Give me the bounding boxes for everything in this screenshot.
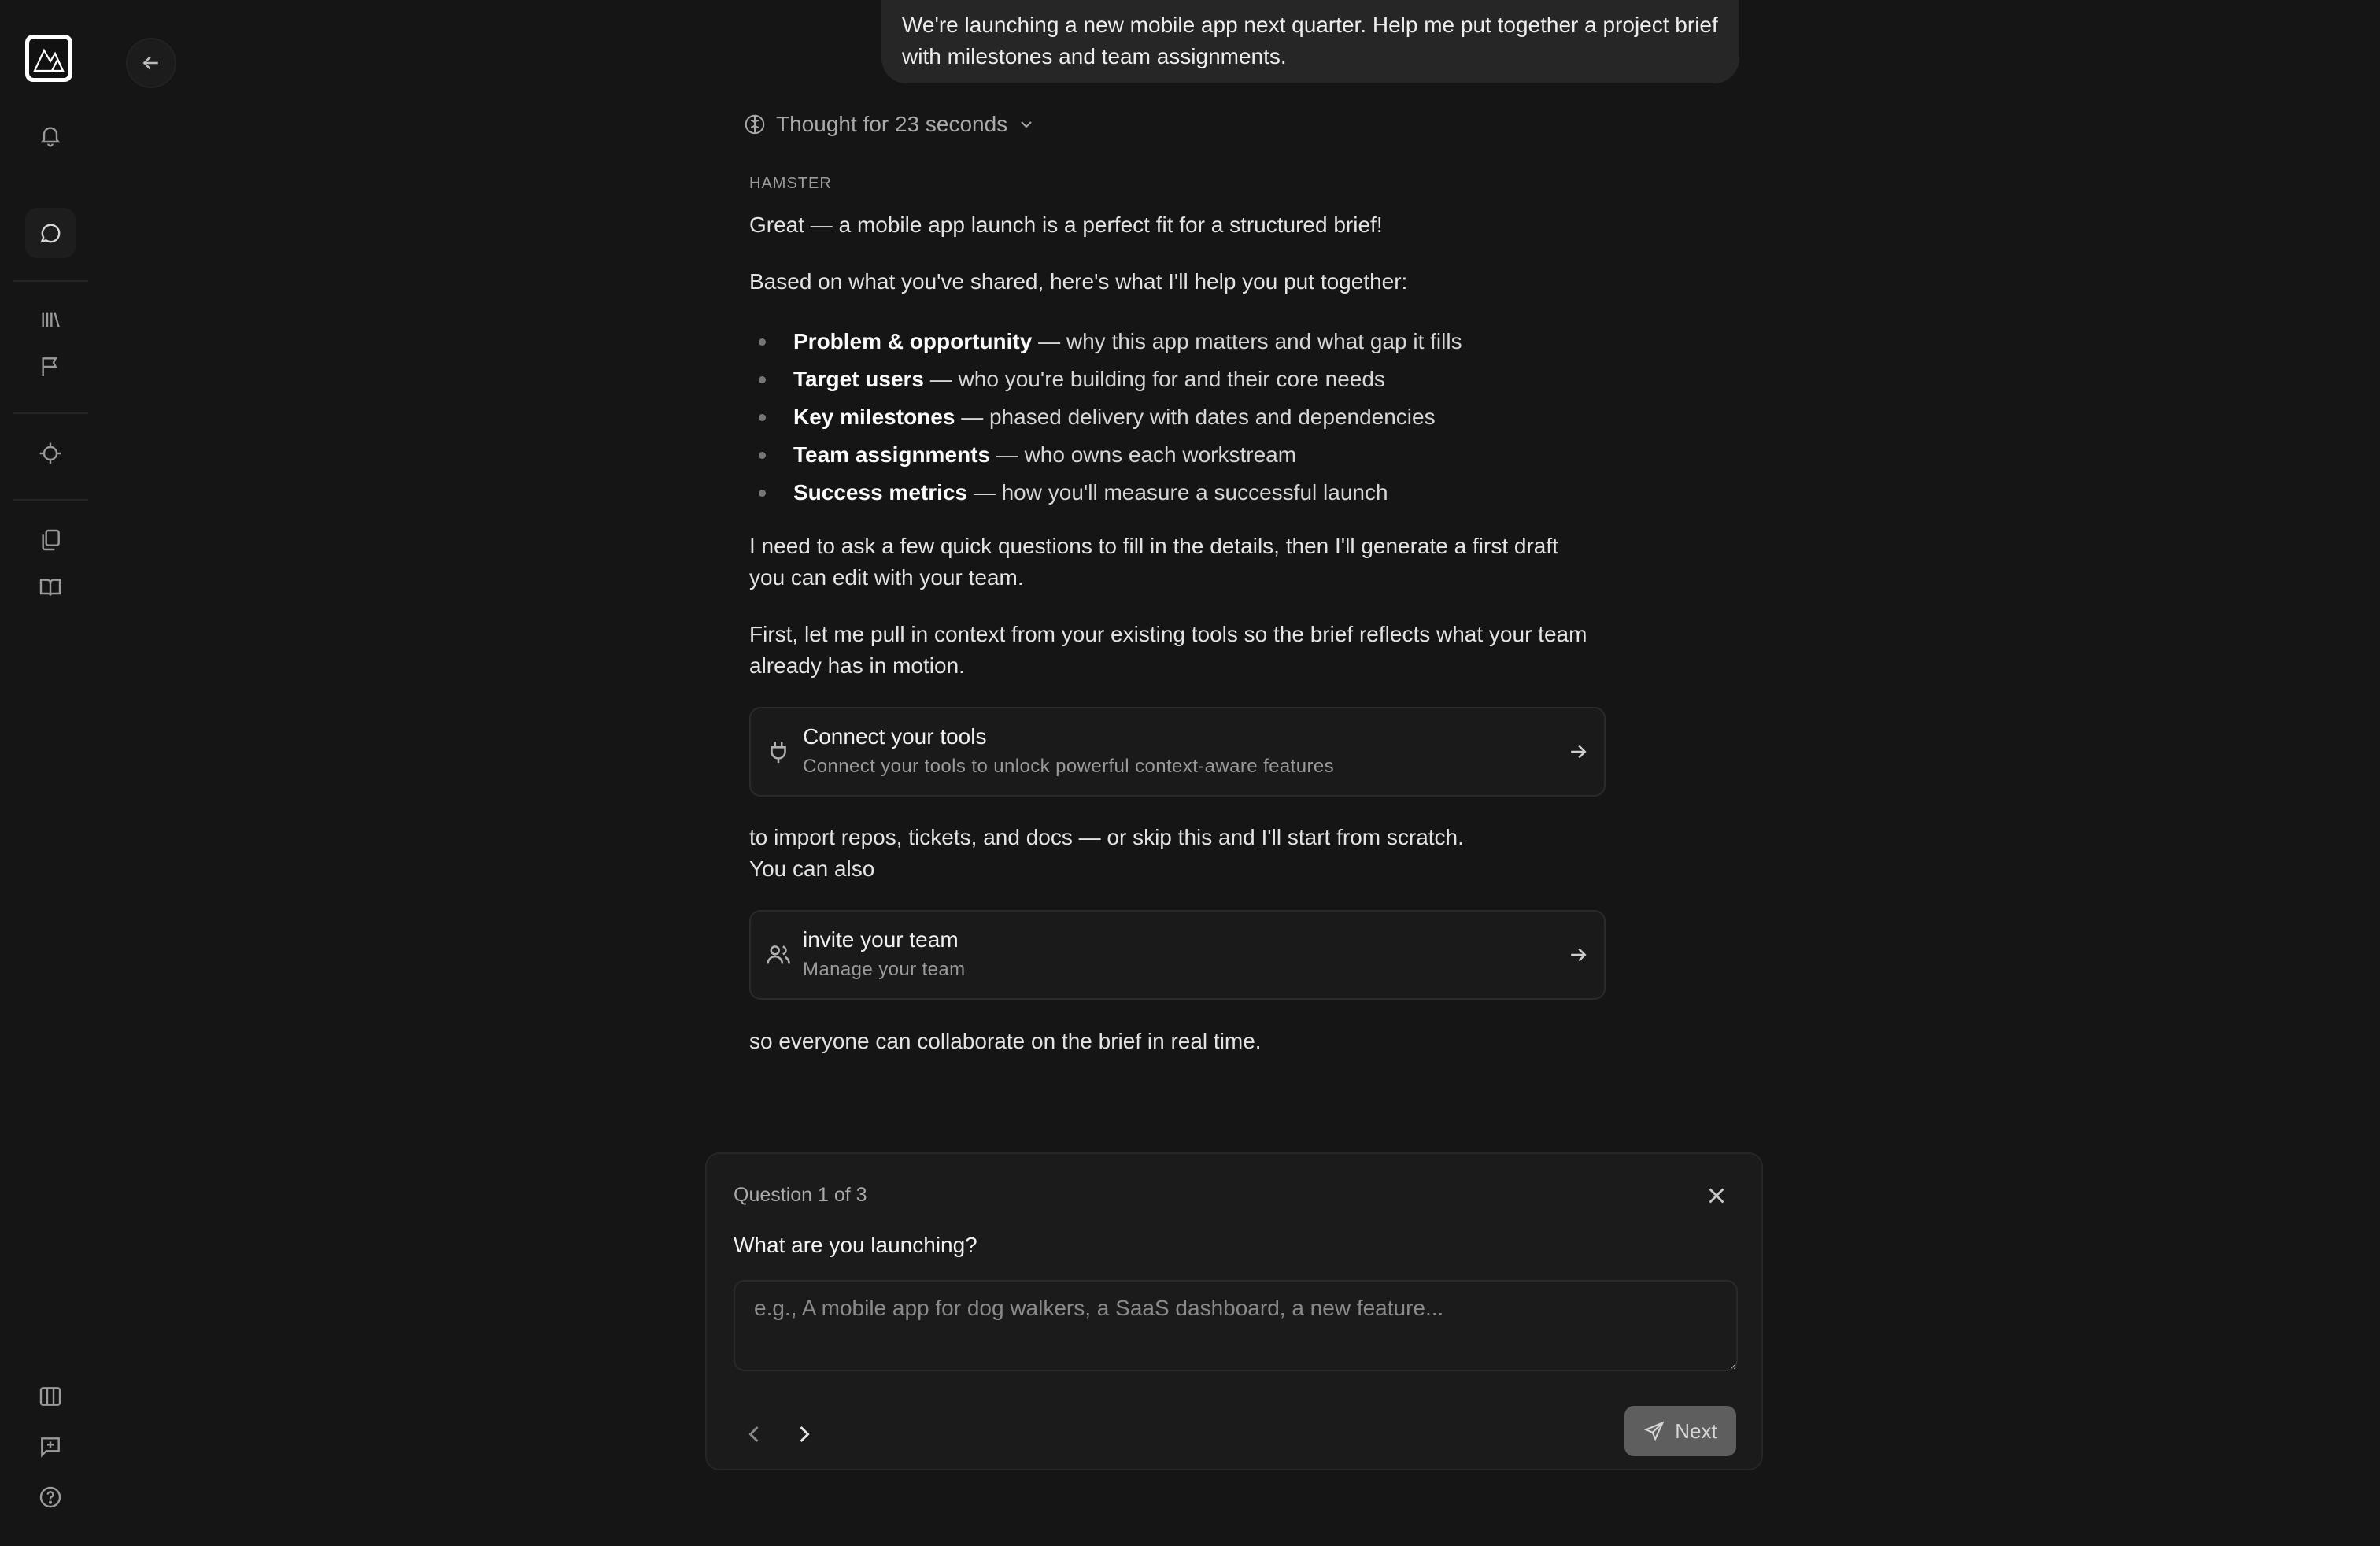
list-item (749, 361, 1599, 398)
flags-button[interactable] (25, 342, 76, 392)
speaker-label: HAMSTER (749, 175, 832, 192)
arrow-right-icon (1566, 943, 1590, 967)
brief-sections-list (749, 323, 1599, 512)
copy-icon (38, 527, 63, 553)
library-button[interactable] (25, 294, 76, 345)
card-title: Connect your tools (803, 724, 987, 749)
list-item (749, 323, 1599, 361)
list-item-text: — phased delivery with dates and dependencies (955, 405, 1436, 429)
app-logo[interactable] (25, 35, 72, 82)
next-button[interactable] (1624, 1406, 1736, 1456)
help-button[interactable] (25, 1472, 76, 1522)
answer-input[interactable] (734, 1280, 1738, 1371)
next-button-label: Next (1675, 1418, 1717, 1443)
target-button[interactable] (25, 428, 76, 479)
list-item-text: — who you're building for and their core needs (924, 367, 1385, 391)
assistant-paragraph: I need to ask a few quick questions to fill in the details, then I'll generate a first draft you can edit with your team. (749, 534, 1558, 590)
thought-label: Thought for 23 seconds (776, 112, 1008, 136)
mountain-logo-icon (29, 39, 68, 78)
chevron-left-icon[interactable] (740, 1420, 768, 1448)
card-subtitle: Manage your team (803, 959, 966, 980)
docs-button[interactable] (25, 562, 76, 612)
assistant-intro: Great — a mobile app launch is a perfect fit for a structured brief! (749, 213, 1383, 237)
invite-team-card[interactable] (749, 910, 1606, 1000)
crosshair-icon (38, 441, 63, 466)
bell-icon (38, 123, 63, 148)
list-item-title: Success metrics (793, 480, 968, 505)
list-item (749, 474, 1599, 512)
columns-icon (38, 1384, 63, 1409)
user-message: We're launching a new mobile app next quarter. Help me put together a project brief with milestones and team assignments. (881, 0, 1739, 83)
close-icon[interactable] (1703, 1182, 1730, 1209)
sidebar (0, 0, 91, 1546)
list-item-title: Target users (793, 367, 924, 391)
list-item-title: Key milestones (793, 405, 955, 429)
assistant-paragraph: so everyone can collaborate on the brief in real time. (749, 1029, 1262, 1053)
send-icon (1643, 1420, 1665, 1442)
arrow-right-icon (1566, 740, 1590, 764)
list-item (749, 436, 1599, 474)
back-button[interactable] (126, 38, 176, 88)
arrow-left-icon (139, 51, 163, 75)
library-icon (38, 307, 63, 332)
copy-button[interactable] (25, 515, 76, 565)
book-icon (38, 575, 63, 600)
brain-icon (743, 113, 767, 136)
plug-icon (765, 738, 792, 765)
list-item-text: — how you'll measure a successful launch (967, 480, 1388, 505)
sidebar-divider (13, 280, 88, 282)
chevron-right-icon[interactable] (790, 1420, 819, 1448)
question-title: What are you launching? (734, 1233, 978, 1257)
assistant-paragraph: First, let me pull in context from your existing tools so the brief reflects what your team already has in motion. (749, 622, 1587, 678)
list-item (749, 398, 1599, 436)
notifications-button[interactable] (25, 110, 76, 161)
list-item-text: — who owns each workstream (990, 442, 1297, 467)
help-icon (38, 1485, 63, 1510)
message-plus-icon (38, 1434, 63, 1459)
card-title: invite your team (803, 927, 959, 952)
question-panel (705, 1152, 1763, 1470)
assistant-paragraph-line: You can also (749, 856, 875, 881)
connect-tools-card[interactable] (749, 707, 1606, 797)
users-icon (765, 941, 792, 968)
chat-button[interactable] (25, 208, 76, 258)
assistant-paragraph (749, 822, 1599, 885)
chat-icon (38, 220, 63, 246)
feedback-button[interactable] (25, 1422, 76, 1472)
flag-icon (38, 354, 63, 379)
list-item-text: — why this app matters and what gap it fills (1032, 329, 1462, 353)
sidebar-divider (13, 412, 88, 414)
assistant-lead: Based on what you've shared, here's what I'll help you put together: (749, 269, 1408, 294)
card-subtitle: Connect your tools to unlock powerful context-aware features (803, 756, 1335, 777)
layout-button[interactable] (25, 1371, 76, 1422)
assistant-paragraph-line: to import repos, tickets, and docs — or skip this and I'll start from scratch. (749, 825, 1464, 849)
question-counter: Question 1 of 3 (734, 1184, 867, 1206)
list-item-title: Team assignments (793, 442, 991, 467)
thought-toggle[interactable] (743, 109, 1036, 140)
sidebar-divider (13, 499, 88, 501)
chevron-down-icon (1017, 115, 1036, 134)
list-item-title: Problem & opportunity (793, 329, 1033, 353)
